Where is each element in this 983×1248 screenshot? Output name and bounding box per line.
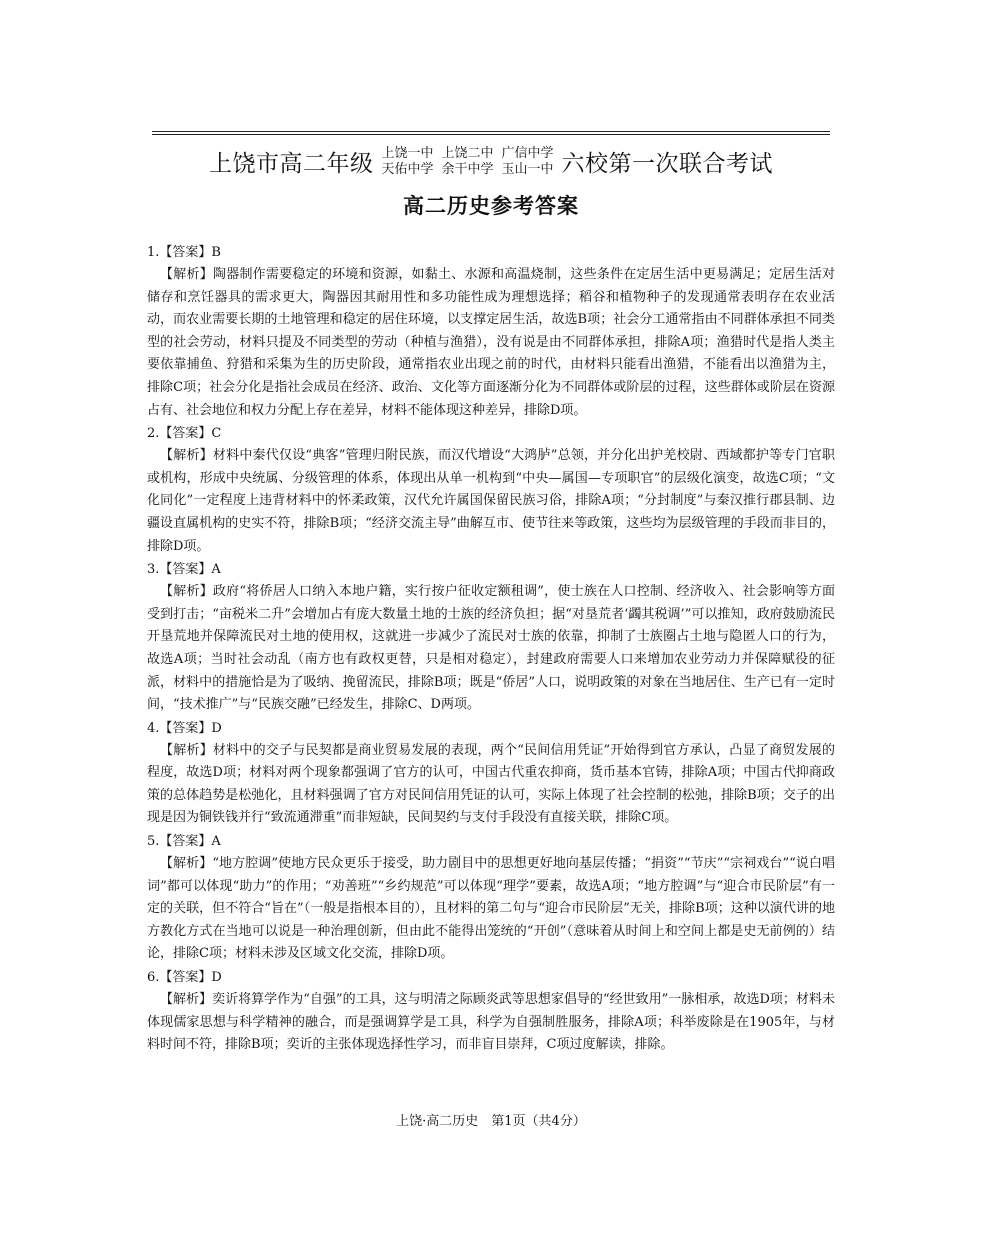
answer-line: 1.【答案】B xyxy=(147,245,221,260)
answer-line: 2.【答案】C xyxy=(147,426,222,442)
answer-list xyxy=(147,241,835,1057)
analysis-paragraph: 【解析】政府“将侨居人口纳入本地户籍，实行按户征收定额租调”，使士族在人口控制、经济收入、社会影响等方面受到打击；“亩税米二升”会增加占有庞大数量土地的士族的经济负担；据“对垦荒者‘蠲其税调’”可以推知，政府鼓励流民开垦荒地并保障流民对土地的使用权，这就进一步减少了流民对士族的依靠，抑制了士族圈占土地与隐匿人口的行为，故选A项；当时社会动乱（南方也有政权更替，只是相对稳定），封建政府需要人口来增加农业劳动力并保障赋役的征派，材料中的措施恰是为了吸纳、挽留流民，排除B项；既是“侨居”人口，说明政策的对象在当地居住、生产已有一定时间，“技术推广”与“民族交融”已经发生，排除C、D两项。 xyxy=(147,584,835,713)
school-name: 广信中学 xyxy=(501,145,554,161)
question-block xyxy=(147,966,835,1057)
analysis-paragraph: 【解析】奕䜣将算学作为“自强”的工具，这与明清之际顾炎武等思想家倡导的“经世致用”一脉相承，故选D项；材料未体现儒家思想与科学精神的融合，而是强调算学是工具，科学为自强制胜服务，排除A项；科举废除是在1905年，与材料时间不符，排除B项；奕䜣的主张体现选择性学习，而非盲目崇拜，C项过度解读，排除。 xyxy=(147,992,835,1053)
header-rule xyxy=(152,131,830,135)
school-name: 上饶二中 xyxy=(441,145,494,161)
school-name: 玉山一中 xyxy=(501,161,554,177)
question-block xyxy=(147,558,835,717)
question-block xyxy=(147,717,835,830)
answer-line: 3.【答案】A xyxy=(147,562,221,578)
answer-line: 4.【答案】D xyxy=(147,720,222,736)
school-name: 余干中学 xyxy=(441,161,494,177)
question-block xyxy=(147,830,835,966)
answer-line: 5.【答案】A xyxy=(147,834,221,850)
page-title: 高二历史参考答案 xyxy=(403,194,579,218)
exam-header xyxy=(152,145,830,178)
school-name: 上饶一中 xyxy=(381,145,434,161)
header-right-title: 六校第一次联合考试 xyxy=(561,151,774,177)
page-footer: 上饶·高二历史 第1页（共4分） xyxy=(396,1114,586,1129)
question-block xyxy=(147,241,835,422)
analysis-paragraph: 【解析】材料中的交子与民契都是商业贸易发展的表现，两个“民间信用凭证”开始得到官方承认，凸显了商贸发展的程度，故选D项；材料对两个现象都强调了官方的认可，中国古代重农抑商，货币基本官铸，排除A项；中国古代抑商政策的总体趋势是松弛化，且材料强调了官方对民间信用凭证的认可，实际上体现了社会控制的松弛，排除B项；交子的出现是因为铜铁钱并行“致流通滞重”而非短缺，民间契约与支付手段没有直接关联，排除C项。 xyxy=(147,742,835,826)
analysis-paragraph: 【解析】材料中秦代仅设“典客”管理归附民族，而汉代增设“大鸿胪”总领，并分化出护羌校尉、西域都护等专门官职或机构，形成中央统属、分级管理的体系，体现出从单一机构到“中央—属国—专项职官”的层级化演变，故选C项；“文化同化”一定程度上违背材料中的怀柔政策，汉代允许属国保留民族习俗，排除A项；“分封制度”与秦汉推行郡县制、边疆设直属机构的史实不符，排除B项；“经济交流主导”曲解互市、使节往来等政策，这些均为层级管理的手段而非目的，排除D项。 xyxy=(147,448,835,554)
analysis-paragraph: 【解析】“地方腔调”使地方民众更乐于接受，助力剧目中的思想更好地向基层传播；“捐资”“节庆”“宗祠戏台”“说白唱词”都可以体现“助力”的作用；“劝善班”“乡约规范”可以体现“理学”要素，故选A项；“地方腔调”与“迎合市民阶层”有一定的关联，但不符合“旨在”（一般是指根本目的），且材料的第二句与“迎合市民阶层”无关，排除B项；这种以演代讲的地方教化方式在当地可以说是一种治理创新，但由此不能得出笼统的“开创”（意味着从时间上和空间上都是史无前例的）结论，排除C项；材料未涉及区域文化交流，排除D项。 xyxy=(147,856,835,962)
header-left-title: 上饶市高二年级 xyxy=(208,151,374,177)
answer-line: 6.【答案】D xyxy=(147,970,222,986)
school-name: 天佑中学 xyxy=(381,161,434,177)
analysis-paragraph: 【解析】陶器制作需要稳定的环境和资源，如黏土、水源和高温烧制，这些条件在定居生活中更易满足；定居生活对储存和烹饪器具的需求更大，陶器因其耐用性和多功能性成为理想选择；稻谷和植物种子的发现通常表明存在农业活动，而农业需要长期的土地管理和稳定的居住环境，以支撑定居生活，故选B项；社会分工通常指由不同群体承担不同类型的社会劳动，材料只提及不同类型的劳动（种植与渔猎），没有说是由不同群体承担，排除A项；渔猎时代是指人类主要依靠捕鱼、狩猎和采集为生的历史阶段，通常指农业出现之前的时代，由材料只能看出渔猎，不能看出以渔猎为主，排除C项；社会分化是指社会成员在经济、政治、文化等方面逐渐分化为不同群体或阶层的过程，这些群体或阶层在资源占有、社会地位和权力分配上存在差异，材料不能体现这种差异，排除D项。 xyxy=(147,267,835,418)
question-block xyxy=(147,422,835,558)
school-list xyxy=(381,146,553,178)
